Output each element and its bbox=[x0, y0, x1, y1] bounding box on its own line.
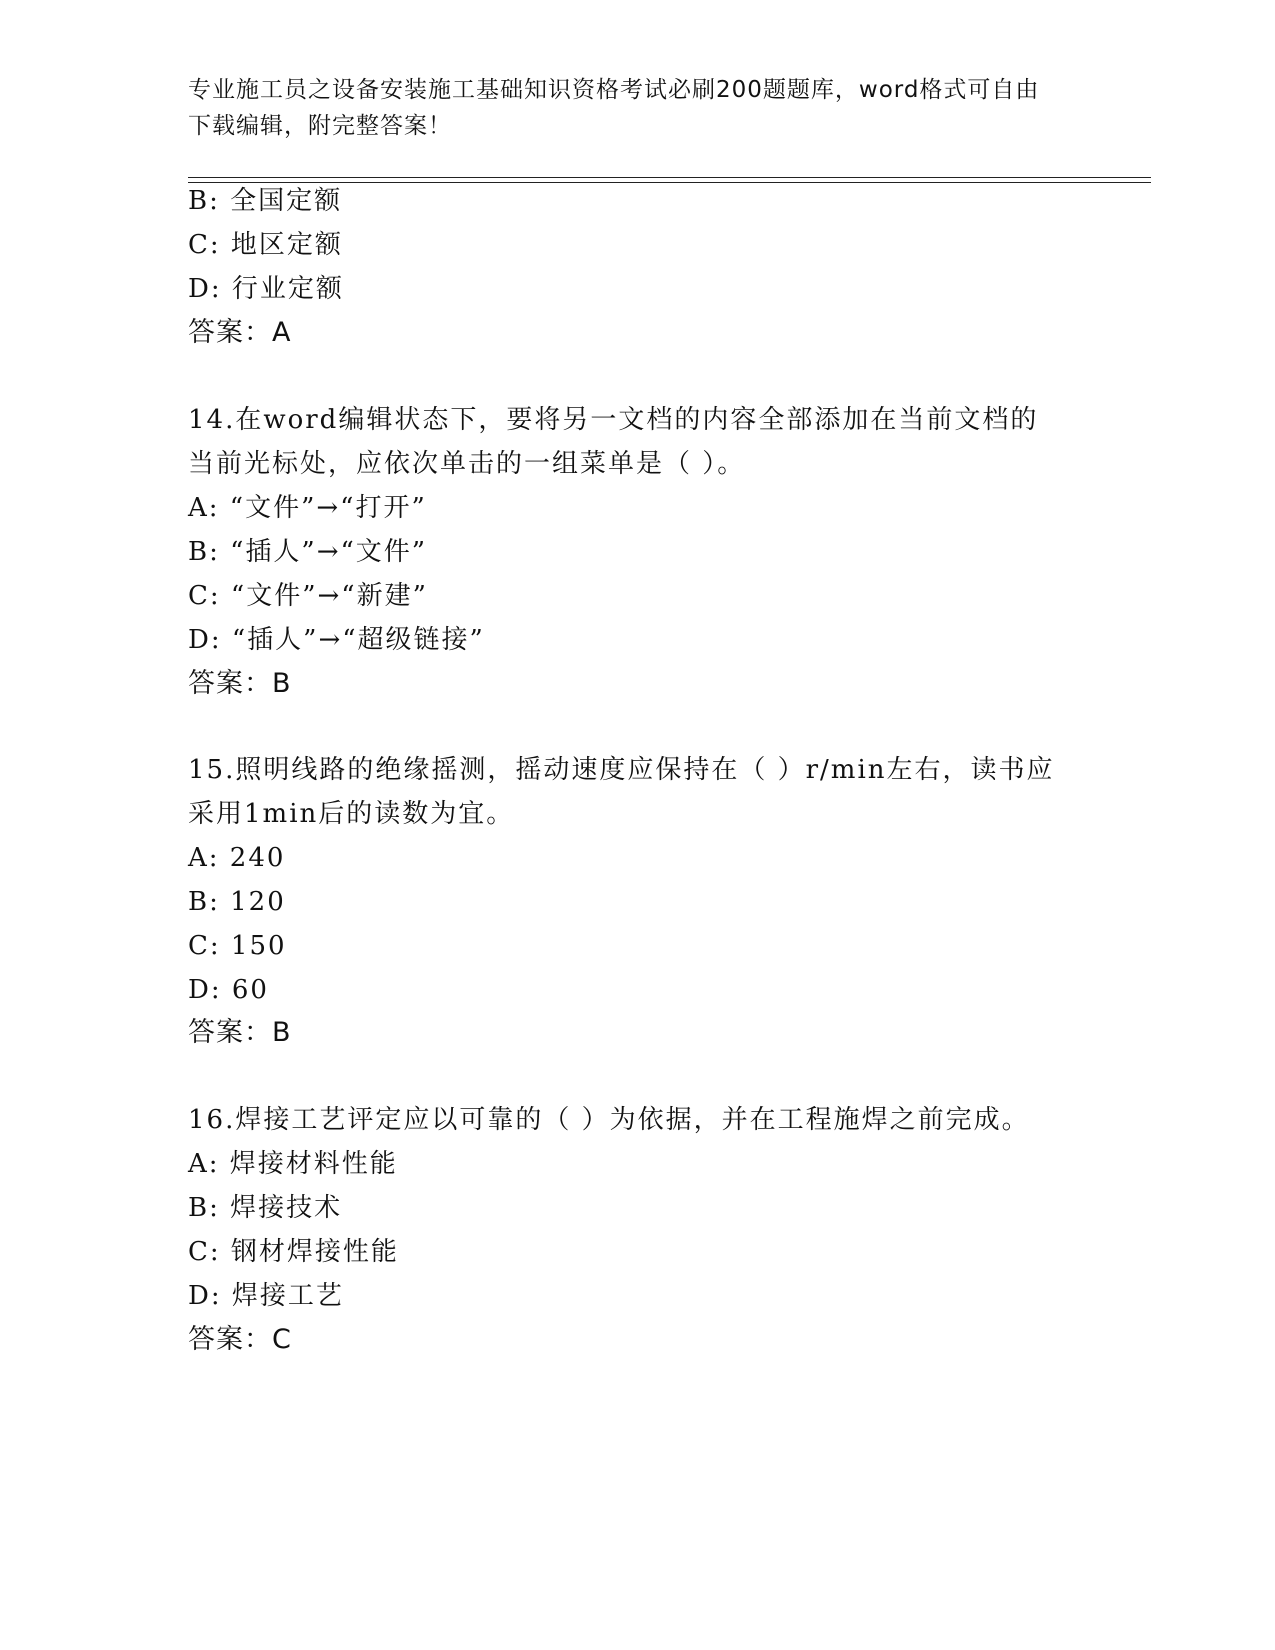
q14-option-a: A: “文件”→“打开” bbox=[188, 493, 427, 523]
q15-option-b: B: 120 bbox=[188, 887, 286, 917]
q14-answer: 答案：B bbox=[188, 668, 292, 699]
q16-stem-line-1: 16.焊接工艺评定应以可靠的（ ）为依据，并在工程施焊之前完成。 bbox=[188, 1105, 1030, 1135]
q14-option-b: B: “插人”→“文件” bbox=[188, 537, 428, 567]
q15-stem-line-2: 采用1min后的读数为宜。 bbox=[188, 799, 515, 829]
q14-stem-line-2: 当前光标处，应依次单击的一组菜单是（ ）。 bbox=[188, 449, 746, 479]
q14-option-d: D: “插人”→“超级链接” bbox=[188, 625, 485, 655]
q13-option-b: B: 全国定额 bbox=[188, 186, 343, 216]
header-line-2: 下载编辑，附完整答案！ bbox=[188, 113, 452, 139]
q15-stem-line-1: 15.照明线路的绝缘摇测，摇动速度应保持在（ ）r/min左右，读书应 bbox=[188, 755, 1055, 785]
q13-option-d: D: 行业定额 bbox=[188, 274, 344, 304]
q13-option-c: C: 地区定额 bbox=[188, 230, 343, 260]
document-header bbox=[188, 72, 1068, 144]
header-divider-top bbox=[188, 177, 1151, 178]
q16-option-a: A: 焊接材料性能 bbox=[188, 1149, 398, 1179]
q15-option-c: C: 150 bbox=[188, 931, 287, 961]
q14-stem-line-1: 14.在word编辑状态下，要将另一文档的内容全部添加在当前文档的 bbox=[188, 405, 1039, 435]
header-divider-bottom bbox=[188, 182, 1151, 183]
q15-option-d: D: 60 bbox=[188, 975, 269, 1005]
q13-answer: 答案：A bbox=[188, 317, 292, 348]
q15-answer: 答案：B bbox=[188, 1017, 292, 1048]
q16-answer: 答案：C bbox=[188, 1324, 292, 1355]
q16-option-c: C: 钢材焊接性能 bbox=[188, 1237, 399, 1267]
q16-option-b: B: 焊接技术 bbox=[188, 1193, 343, 1223]
q15-option-a: A: 240 bbox=[188, 843, 286, 873]
q16-option-d: D: 焊接工艺 bbox=[188, 1281, 344, 1311]
header-line-1: 专业施工员之设备安装施工基础知识资格考试必刷200题题库，word格式可自由 bbox=[188, 77, 1040, 103]
q14-option-c: C: “文件”→“新建” bbox=[188, 581, 428, 611]
